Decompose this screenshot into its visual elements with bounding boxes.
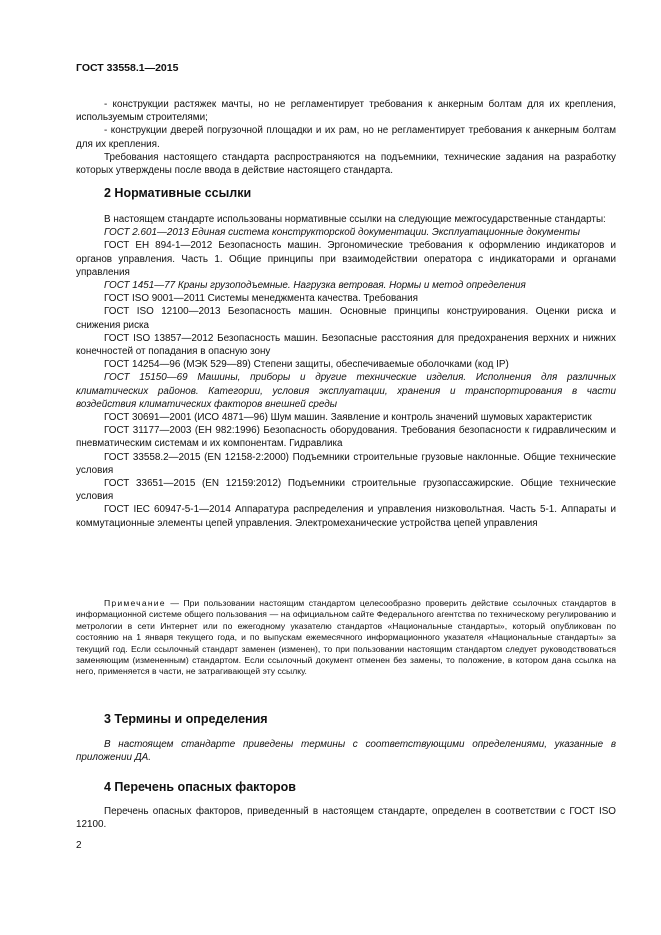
- reference-item: ГОСТ 1451—77 Краны грузоподъемные. Нагрузка ветровая. Нормы и метод определения: [104, 280, 526, 292]
- section-2-title: 2 Нормативные ссылки: [104, 186, 252, 200]
- reference-item: ГОСТ IEC 60947-5-1—2014 Аппаратура распределения и управления низковольтная. Часть 5-1. Аппараты и коммутационные элементы цепей управления. Электромеханические устройства цепей управления: [76, 504, 616, 529]
- reference-item: ГОСТ ISO 12100—2013 Безопасность машин. Основные принципы конструирования. Оценки риска и снижения риска: [76, 306, 616, 331]
- reference-item: ГОСТ 31177—2003 (ЕН 982:1996) Безопасность оборудования. Требования безопасности к гидравлическим и пневматическим системам и их компонентам. Гидравлика: [76, 425, 616, 450]
- note-label: Примечание: [104, 598, 166, 608]
- section-3-text: В настоящем стандарте приведены термины с соответствующими определениями, указанные в приложении ДА.: [76, 739, 616, 764]
- intro-paragraph-1: - конструкции растяжек мачты, но не регламентирует требования к анкерным болтам для их крепления, используемым строителями;: [76, 99, 616, 124]
- reference-item: ГОСТ 15150—69 Машины, приборы и другие технические изделия. Исполнения для различных климатических районов. Категории, условия эксплуатации, хранения и транспортирования в части воздействия климатических факторов внешней среды: [76, 372, 616, 410]
- reference-item: ГОСТ 14254—96 (МЭК 529—89) Степени защиты, обеспечиваемые оболочками (код IP): [104, 359, 509, 371]
- reference-item: ГОСТ ЕН 894-1—2012 Безопасность машин. Эргономические требования к оформлению индикаторов и органов управления. Часть 1. Общие принципы при взаимодействии оператора с индикаторами и органами управления: [76, 240, 616, 278]
- reference-item: ГОСТ ISO 9001—2011 Системы менеджмента качества. Требования: [104, 293, 418, 305]
- reference-item: ГОСТ 30691—2001 (ИСО 4871—96) Шум машин. Заявление и контроль значений шумовых характеристик: [104, 412, 592, 424]
- section-4-title: 4 Перечень опасных факторов: [104, 780, 296, 794]
- page-number: 2: [76, 840, 82, 851]
- note-block: [76, 598, 616, 678]
- reference-item: ГОСТ ISO 13857—2012 Безопасность машин. Безопасные расстояния для предохранения верхних и нижних конечностей от попадания в опасную зону: [76, 332, 616, 358]
- reference-item: ГОСТ 33651—2015 (EN 12159:2012) Подъемники строительные грузопассажирские. Общие технические условия: [76, 478, 616, 503]
- intro-paragraph-3: Требования настоящего стандарта распространяются на подъемники, технические задания на разработку которых утверждены после ввода в действие настоящего стандарта.: [76, 151, 616, 177]
- section-3-title: 3 Термины и определения: [104, 712, 268, 726]
- reference-item: ГОСТ 33558.2—2015 (EN 12158-2:2000) Подъемники строительные грузовые наклонные. Общие технические условия: [76, 451, 616, 476]
- intro-paragraph-2: - конструкции дверей погрузочной площадки и их рам, но не регламентирует требования к анкерным болтам для их крепления.: [76, 125, 616, 150]
- section-4-body: [76, 805, 616, 831]
- reference-item: ГОСТ 2.601—2013 Единая система конструкторской документации. Эксплуатационные документы: [104, 227, 580, 239]
- section-2-intro: В настоящем стандарте использованы нормативные ссылки на следующие межгосударственные стандарты:: [104, 214, 606, 225]
- section-4-text: Перечень опасных факторов, приведенный в настоящем стандарте, определен в соответствии с ГОСТ ISO 12100.: [76, 806, 616, 831]
- section-3-body: [76, 738, 616, 764]
- normative-references-list: [76, 213, 616, 530]
- document-header: ГОСТ 33558.1—2015: [76, 62, 179, 74]
- note-text: — При пользовании настоящим стандартом целесообразно проверить действие ссылочных стандартов в информационной системе общего пользования — на официальном сайте Федерального агентства по техническому регулированию и метрологии в сети Интернет или по ежегодному указателю стандартов «Национальные стандарты», который опубликован по состоянию на 1 января текущего года, и по выпускам ежемесячного информационного указателя «Национальные стандарты» за текущий год. Если ссылочный стандарт заменен (изменен), то при пользовании настоящим стандартом следует руководствоваться заменяющим (измененным) стандартом. Если ссылочный документ отменен без замены, то положение, в котором дана ссылка на него, применяется в части, не затрагивающей эту ссылку.: [76, 598, 616, 677]
- intro-block: [76, 98, 616, 177]
